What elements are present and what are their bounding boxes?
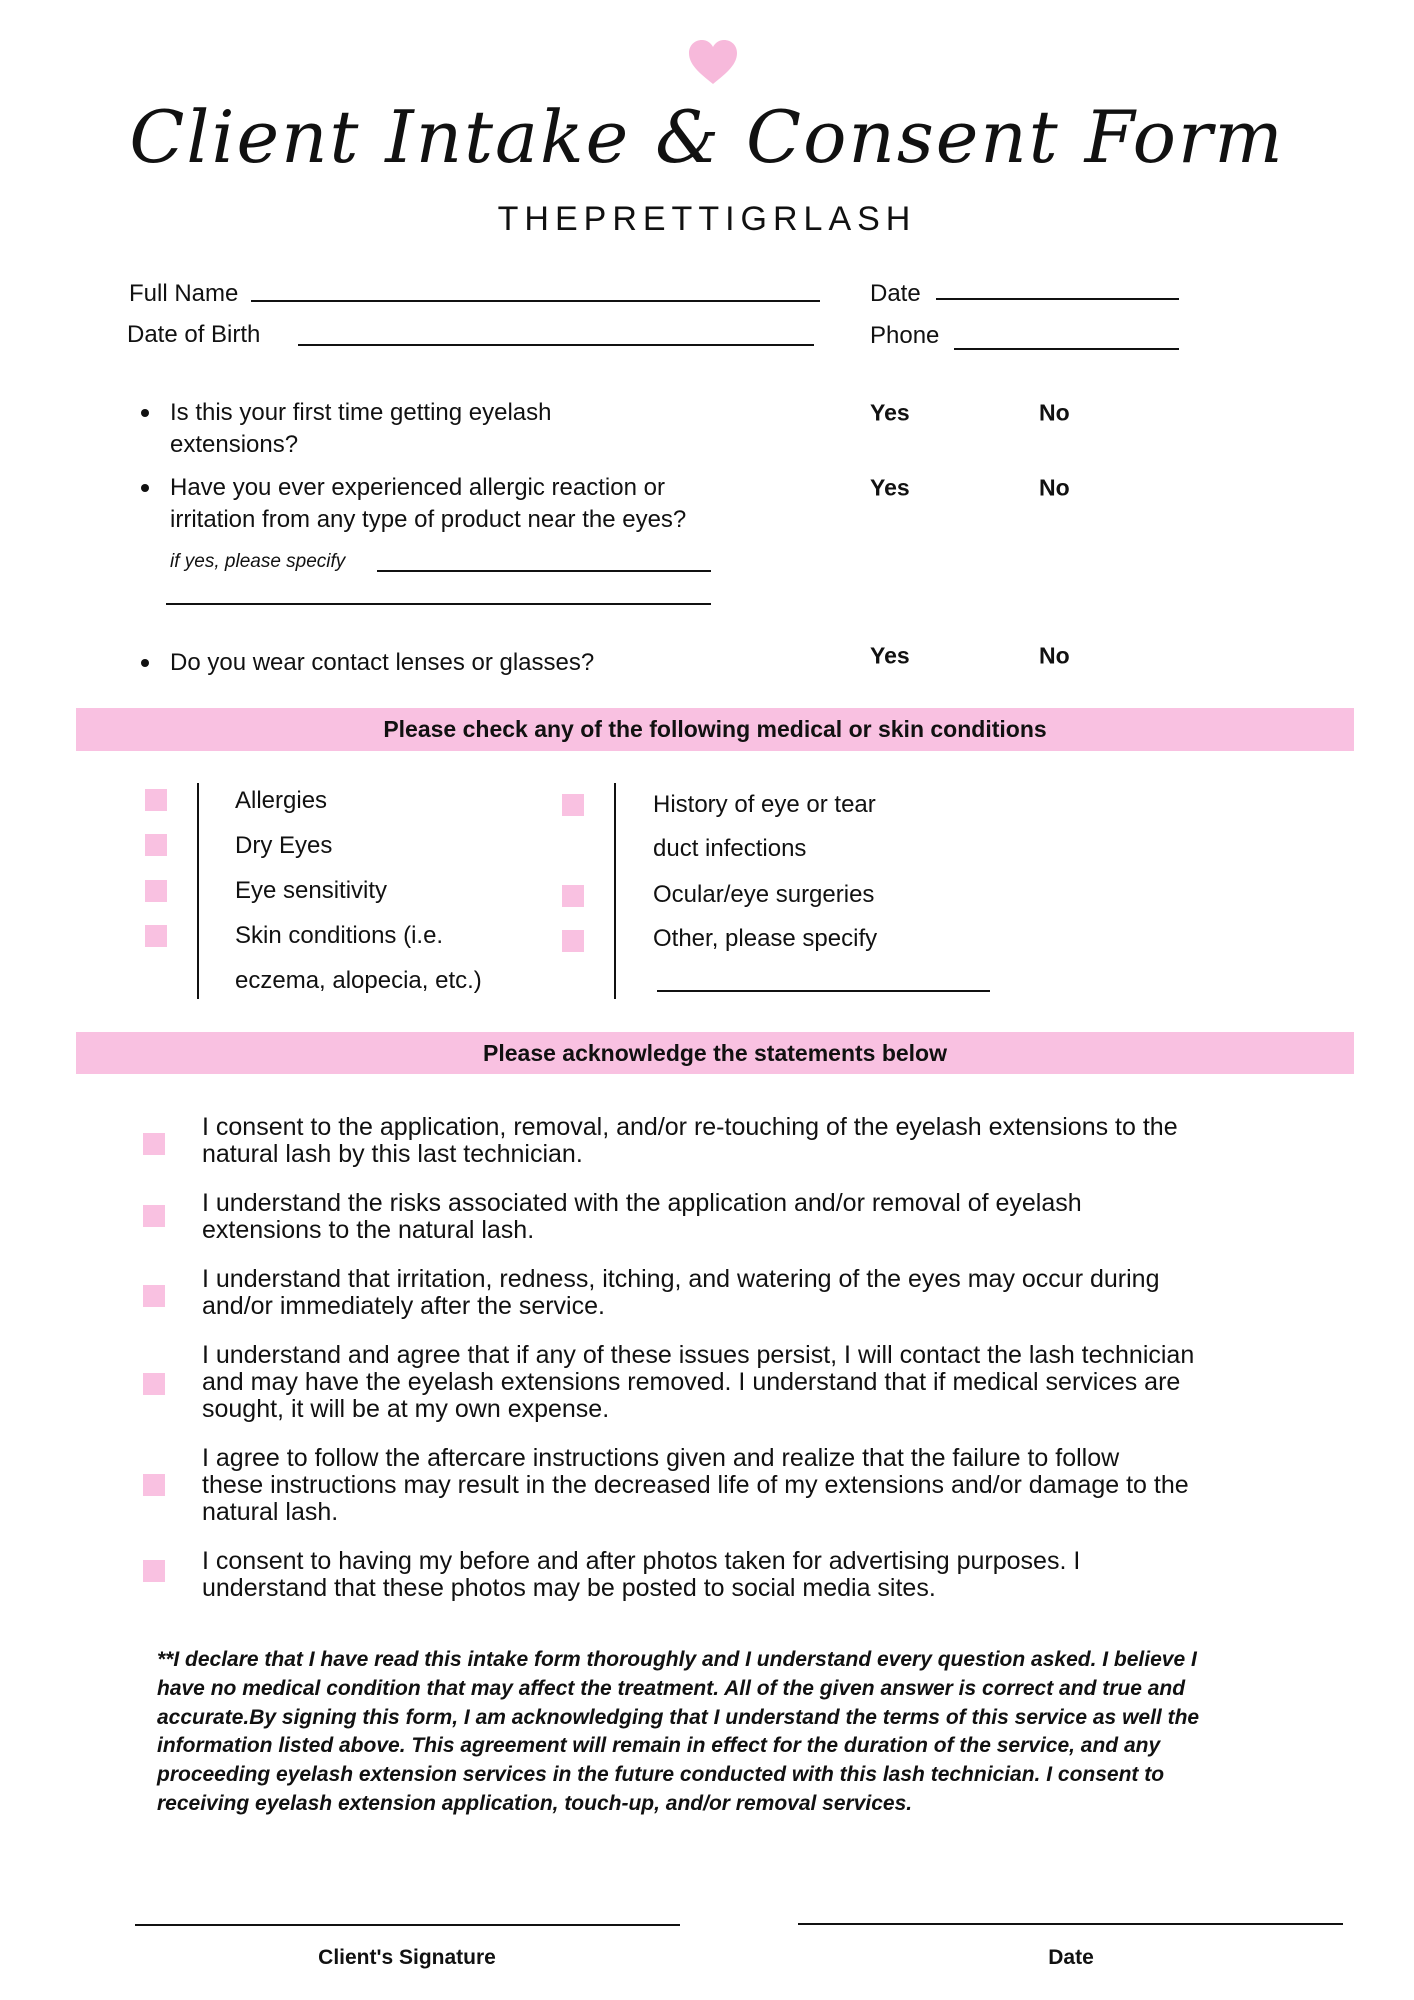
statement-2	[202, 1190, 1082, 1244]
statement-line: understand that these photos may be posted to social media sites.	[202, 1574, 936, 1602]
date-field[interactable]	[936, 298, 1179, 300]
divider	[197, 783, 199, 999]
checkbox-dry-eyes[interactable]	[145, 834, 167, 856]
signature-date-field[interactable]	[798, 1923, 1343, 1925]
checkbox-eye-infections[interactable]	[562, 794, 584, 816]
statement-4	[202, 1342, 1194, 1423]
statement-1	[202, 1114, 1178, 1168]
question-3-no[interactable]: No	[1039, 642, 1070, 669]
bullet-icon	[141, 484, 149, 492]
date-of-birth-field[interactable]	[298, 344, 814, 346]
checkbox-statement-4[interactable]	[143, 1373, 165, 1395]
statement-line: these instructions may result in the decreased life of my extensions and/or damage to the	[202, 1471, 1189, 1499]
question-1-no[interactable]: No	[1039, 399, 1070, 426]
statement-line: I consent to having my before and after photos taken for advertising purposes. I	[202, 1547, 1081, 1575]
form-title: Client Intake & Consent Form	[129, 95, 1285, 179]
statement-line: natural lash.	[202, 1498, 339, 1526]
statements-banner: Please acknowledge the statements below	[76, 1032, 1354, 1074]
declaration-line: **I declare that I have read this intake form thoroughly and I understand every question asked. I believe I	[157, 1648, 1197, 1671]
declaration-line: receiving eyelash extension application, touch-up, and/or removal services.	[157, 1791, 913, 1815]
checkbox-allergies[interactable]	[145, 789, 167, 811]
statement-line: I consent to the application, removal, and/or re-touching of the eyelash extensions to the	[202, 1113, 1178, 1141]
question-3	[170, 647, 594, 679]
other-specify-field[interactable]	[657, 990, 990, 992]
signature-date-label: Date	[1048, 1946, 1094, 1969]
bullet-icon	[141, 659, 149, 667]
statement-line: I understand and agree that if any of these issues persist, I will contact the lash technician	[202, 1341, 1195, 1369]
condition-label: History of eye or tear	[653, 791, 876, 818]
condition-label: Other, please specify	[653, 925, 878, 952]
question-1-yes[interactable]: Yes	[870, 399, 910, 426]
question-line: irritation from any type of product near the eyes?	[170, 506, 687, 533]
checkbox-statement-1[interactable]	[143, 1133, 165, 1155]
declaration-text	[157, 1646, 1199, 1819]
statement-3	[202, 1266, 1159, 1320]
divider	[614, 783, 616, 999]
question-1	[170, 397, 552, 461]
question-line: Do you wear contact lenses or glasses?	[170, 649, 595, 676]
statement-line: I understand that irritation, redness, itching, and watering of the eyes may occur during	[202, 1265, 1160, 1293]
question-2-no[interactable]: No	[1039, 474, 1070, 501]
statement-line: I understand the risks associated with the application and/or removal of eyelash	[202, 1189, 1082, 1217]
condition-label: Allergies	[235, 787, 328, 814]
phone-label: Phone	[870, 322, 940, 349]
checkbox-statement-2[interactable]	[143, 1205, 165, 1227]
checkbox-eye-sensitivity[interactable]	[145, 880, 167, 902]
declaration-line: have no medical condition that may affect the treatment. All of the given answer is correct and true and	[157, 1676, 1186, 1700]
date-label: Date	[870, 280, 921, 307]
condition-label: Eye sensitivity	[235, 877, 388, 904]
question-line: extensions?	[170, 431, 299, 458]
bullet-icon	[141, 409, 149, 417]
condition-label: eczema, alopecia, etc.)	[235, 967, 482, 994]
heart-icon	[688, 40, 738, 86]
statement-line: and/or immediately after the service.	[202, 1292, 605, 1320]
brand-name: THEPRETTIGRLASH	[497, 200, 917, 238]
statement-6	[202, 1548, 1080, 1602]
specify-field-2[interactable]	[166, 603, 711, 605]
checkbox-statement-6[interactable]	[143, 1560, 165, 1582]
phone-field[interactable]	[954, 348, 1179, 350]
checkbox-skin-conditions[interactable]	[145, 925, 167, 947]
conditions-banner: Please check any of the following medical or skin conditions	[76, 708, 1354, 751]
client-signature-label: Client's Signature	[318, 1946, 496, 1969]
full-name-field[interactable]	[251, 300, 820, 302]
statement-line: I agree to follow the aftercare instructions given and realize that the failure to follow	[202, 1444, 1120, 1472]
checkbox-statement-5[interactable]	[143, 1474, 165, 1496]
checkbox-eye-surgeries[interactable]	[562, 885, 584, 907]
question-line: Is this your first time getting eyelash	[170, 399, 552, 426]
statement-line: extensions to the natural lash.	[202, 1216, 535, 1244]
date-of-birth-label: Date of Birth	[127, 321, 261, 348]
statement-line: natural lash by this last technician.	[202, 1140, 583, 1168]
checkbox-other[interactable]	[562, 930, 584, 952]
statement-line: and may have the eyelash extensions removed. I understand that if medical services are	[202, 1368, 1181, 1396]
declaration-line: information listed above. This agreement will remain in effect for the duration of the service, and any	[157, 1734, 1161, 1758]
condition-label: Skin conditions (i.e.	[235, 922, 444, 949]
declaration-line: accurate.By signing this form, I am acknowledging that I understand the terms of this service as well the	[157, 1705, 1200, 1729]
specify-label: if yes, please specify	[170, 551, 346, 572]
statement-5	[202, 1445, 1189, 1526]
declaration-line: proceeding eyelash extension services in the future conducted with this lash technician. I consent to	[157, 1763, 1165, 1787]
checkbox-statement-3[interactable]	[143, 1285, 165, 1307]
statement-line: sought, it will be at my own expense.	[202, 1395, 610, 1423]
question-3-yes[interactable]: Yes	[870, 642, 910, 669]
question-line: Have you ever experienced allergic reaction or	[170, 474, 665, 501]
client-signature-field[interactable]	[135, 1924, 680, 1926]
condition-label: Dry Eyes	[235, 832, 333, 859]
condition-label: duct infections	[653, 835, 807, 862]
condition-label: Ocular/eye surgeries	[653, 881, 875, 908]
question-2	[170, 472, 686, 536]
specify-field[interactable]	[377, 570, 711, 572]
question-2-yes[interactable]: Yes	[870, 474, 910, 501]
full-name-label: Full Name	[129, 280, 239, 307]
